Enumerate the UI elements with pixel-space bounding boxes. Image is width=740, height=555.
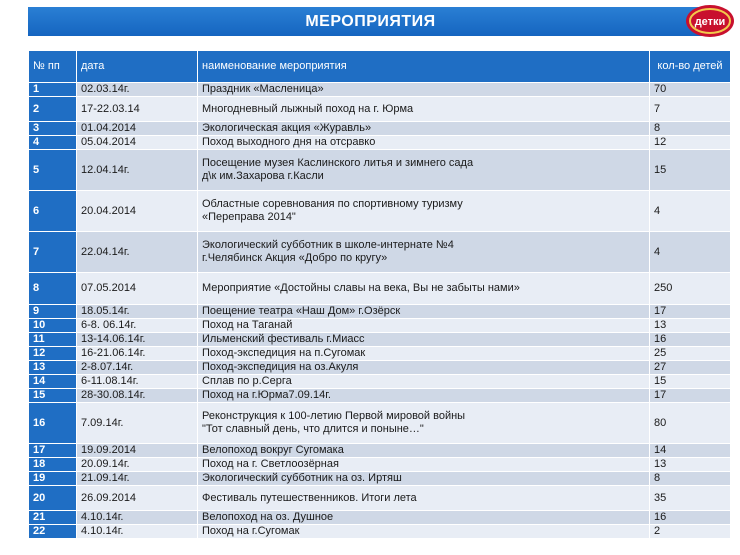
table-row	[29, 333, 731, 347]
table-row	[29, 83, 731, 97]
events-table	[28, 50, 731, 539]
row-event: Поход выходного дня на отсравко	[198, 136, 650, 150]
row-event: Фестиваль путешественников. Итоги лета	[198, 486, 650, 511]
row-event: Поход на г. Светлоозёрная	[198, 458, 650, 472]
table-header-row	[29, 51, 731, 83]
row-date: 02.03.14г.	[77, 83, 198, 97]
table-row	[29, 444, 731, 458]
table-row	[29, 191, 731, 232]
table-row	[29, 232, 731, 273]
row-count: 4	[650, 232, 731, 273]
row-count: 250	[650, 273, 731, 305]
row-count: 7	[650, 97, 731, 122]
table-row	[29, 472, 731, 486]
table-row	[29, 361, 731, 375]
row-event: Ильменский фестиваль г.Миасс	[198, 333, 650, 347]
row-date: 05.04.2014	[77, 136, 198, 150]
row-count: 35	[650, 486, 731, 511]
row-date: 2-8.07.14г.	[77, 361, 198, 375]
row-number: 21	[29, 511, 77, 525]
row-event: Праздник «Масленица»	[198, 83, 650, 97]
row-event: Поход на г.Юрма7.09.14г.	[198, 389, 650, 403]
row-count: 13	[650, 319, 731, 333]
row-date: 6-11.08.14г.	[77, 375, 198, 389]
table-row	[29, 136, 731, 150]
table-row	[29, 150, 731, 191]
row-number: 17	[29, 444, 77, 458]
row-event: Поход-экспедиция на оз.Акуля	[198, 361, 650, 375]
row-event: Мероприятие «Достойны славы на века, Вы не забыты нами»	[198, 273, 650, 305]
table-row	[29, 305, 731, 319]
header-event: наименование мероприятия	[198, 51, 650, 83]
row-event: Велопоход вокруг Сугомака	[198, 444, 650, 458]
table-row	[29, 486, 731, 511]
table-row	[29, 525, 731, 539]
table-row	[29, 347, 731, 361]
row-number: 1	[29, 83, 77, 97]
row-number: 15	[29, 389, 77, 403]
row-date: 20.04.2014	[77, 191, 198, 232]
row-number: 16	[29, 403, 77, 444]
row-number: 5	[29, 150, 77, 191]
row-count: 25	[650, 347, 731, 361]
row-number: 4	[29, 136, 77, 150]
row-number: 18	[29, 458, 77, 472]
row-event: Многодневный лыжный поход на г. Юрма	[198, 97, 650, 122]
row-count: 12	[650, 136, 731, 150]
table-row	[29, 389, 731, 403]
logo-text: детки	[694, 16, 726, 28]
row-number: 11	[29, 333, 77, 347]
row-date: 20.09.14г.	[77, 458, 198, 472]
header-number: № пп	[29, 51, 77, 83]
row-date: 18.05.14г.	[77, 305, 198, 319]
row-event: Областные соревнования по спортивному туризму «Переправа 2014"	[198, 191, 650, 232]
row-date: 6-8. 06.14г.	[77, 319, 198, 333]
row-date: 13-14.06.14г.	[77, 333, 198, 347]
row-count: 13	[650, 458, 731, 472]
row-date: 17-22.03.14	[77, 97, 198, 122]
row-event: Сплав по р.Серга	[198, 375, 650, 389]
row-event: Поход-экспедиция на п.Сугомак	[198, 347, 650, 361]
row-count: 8	[650, 472, 731, 486]
row-number: 22	[29, 525, 77, 539]
row-date: 21.09.14г.	[77, 472, 198, 486]
row-number: 20	[29, 486, 77, 511]
row-date: 28-30.08.14г.	[77, 389, 198, 403]
row-event: Экологический субботник в школе-интернате №4 г.Челябинск Акция «Добро по кругу»	[198, 232, 650, 273]
row-event: Велопоход на оз. Душное	[198, 511, 650, 525]
row-event: Экологический субботник на оз. Иртяш	[198, 472, 650, 486]
row-event: Поещение театра «Наш Дом» г.Озёрск	[198, 305, 650, 319]
row-date: 19.09.2014	[77, 444, 198, 458]
table-row	[29, 97, 731, 122]
row-count: 16	[650, 511, 731, 525]
row-event: Поход на Таганай	[198, 319, 650, 333]
row-number: 7	[29, 232, 77, 273]
table-row	[29, 375, 731, 389]
row-number: 9	[29, 305, 77, 319]
page-title: МЕРОПРИЯТИЯ	[28, 7, 713, 36]
row-date: 12.04.14г.	[77, 150, 198, 191]
row-number: 8	[29, 273, 77, 305]
row-date: 16-21.06.14г.	[77, 347, 198, 361]
row-count: 70	[650, 83, 731, 97]
table-row	[29, 458, 731, 472]
header-count: кол-во детей	[650, 51, 731, 83]
logo	[684, 2, 736, 40]
row-event: Посещение музея Каслинского литья и зимнего сада д\к им.Захарова г.Касли	[198, 150, 650, 191]
row-date: 07.05.2014	[77, 273, 198, 305]
table-row	[29, 403, 731, 444]
row-number: 14	[29, 375, 77, 389]
row-number: 13	[29, 361, 77, 375]
row-count: 2	[650, 525, 731, 539]
row-event: Поход на г.Сугомак	[198, 525, 650, 539]
row-count: 80	[650, 403, 731, 444]
row-date: 4.10.14г.	[77, 511, 198, 525]
row-date: 22.04.14г.	[77, 232, 198, 273]
table-row	[29, 273, 731, 305]
row-number: 6	[29, 191, 77, 232]
row-count: 4	[650, 191, 731, 232]
row-date: 01.04.2014	[77, 122, 198, 136]
row-date: 26.09.2014	[77, 486, 198, 511]
header-date: дата	[77, 51, 198, 83]
row-count: 16	[650, 333, 731, 347]
row-count: 17	[650, 305, 731, 319]
table-row	[29, 511, 731, 525]
row-number: 19	[29, 472, 77, 486]
row-count: 27	[650, 361, 731, 375]
row-count: 8	[650, 122, 731, 136]
row-date: 7.09.14г.	[77, 403, 198, 444]
row-event: Экологическая акция «Журавль»	[198, 122, 650, 136]
row-count: 15	[650, 375, 731, 389]
row-event: Реконструкция к 100-летию Первой мировой войны "Тот славный день, что длится и поныне…"	[198, 403, 650, 444]
row-number: 10	[29, 319, 77, 333]
row-number: 3	[29, 122, 77, 136]
table-row	[29, 319, 731, 333]
row-number: 2	[29, 97, 77, 122]
row-count: 17	[650, 389, 731, 403]
table-row	[29, 122, 731, 136]
row-count: 15	[650, 150, 731, 191]
row-count: 14	[650, 444, 731, 458]
row-number: 12	[29, 347, 77, 361]
row-date: 4.10.14г.	[77, 525, 198, 539]
